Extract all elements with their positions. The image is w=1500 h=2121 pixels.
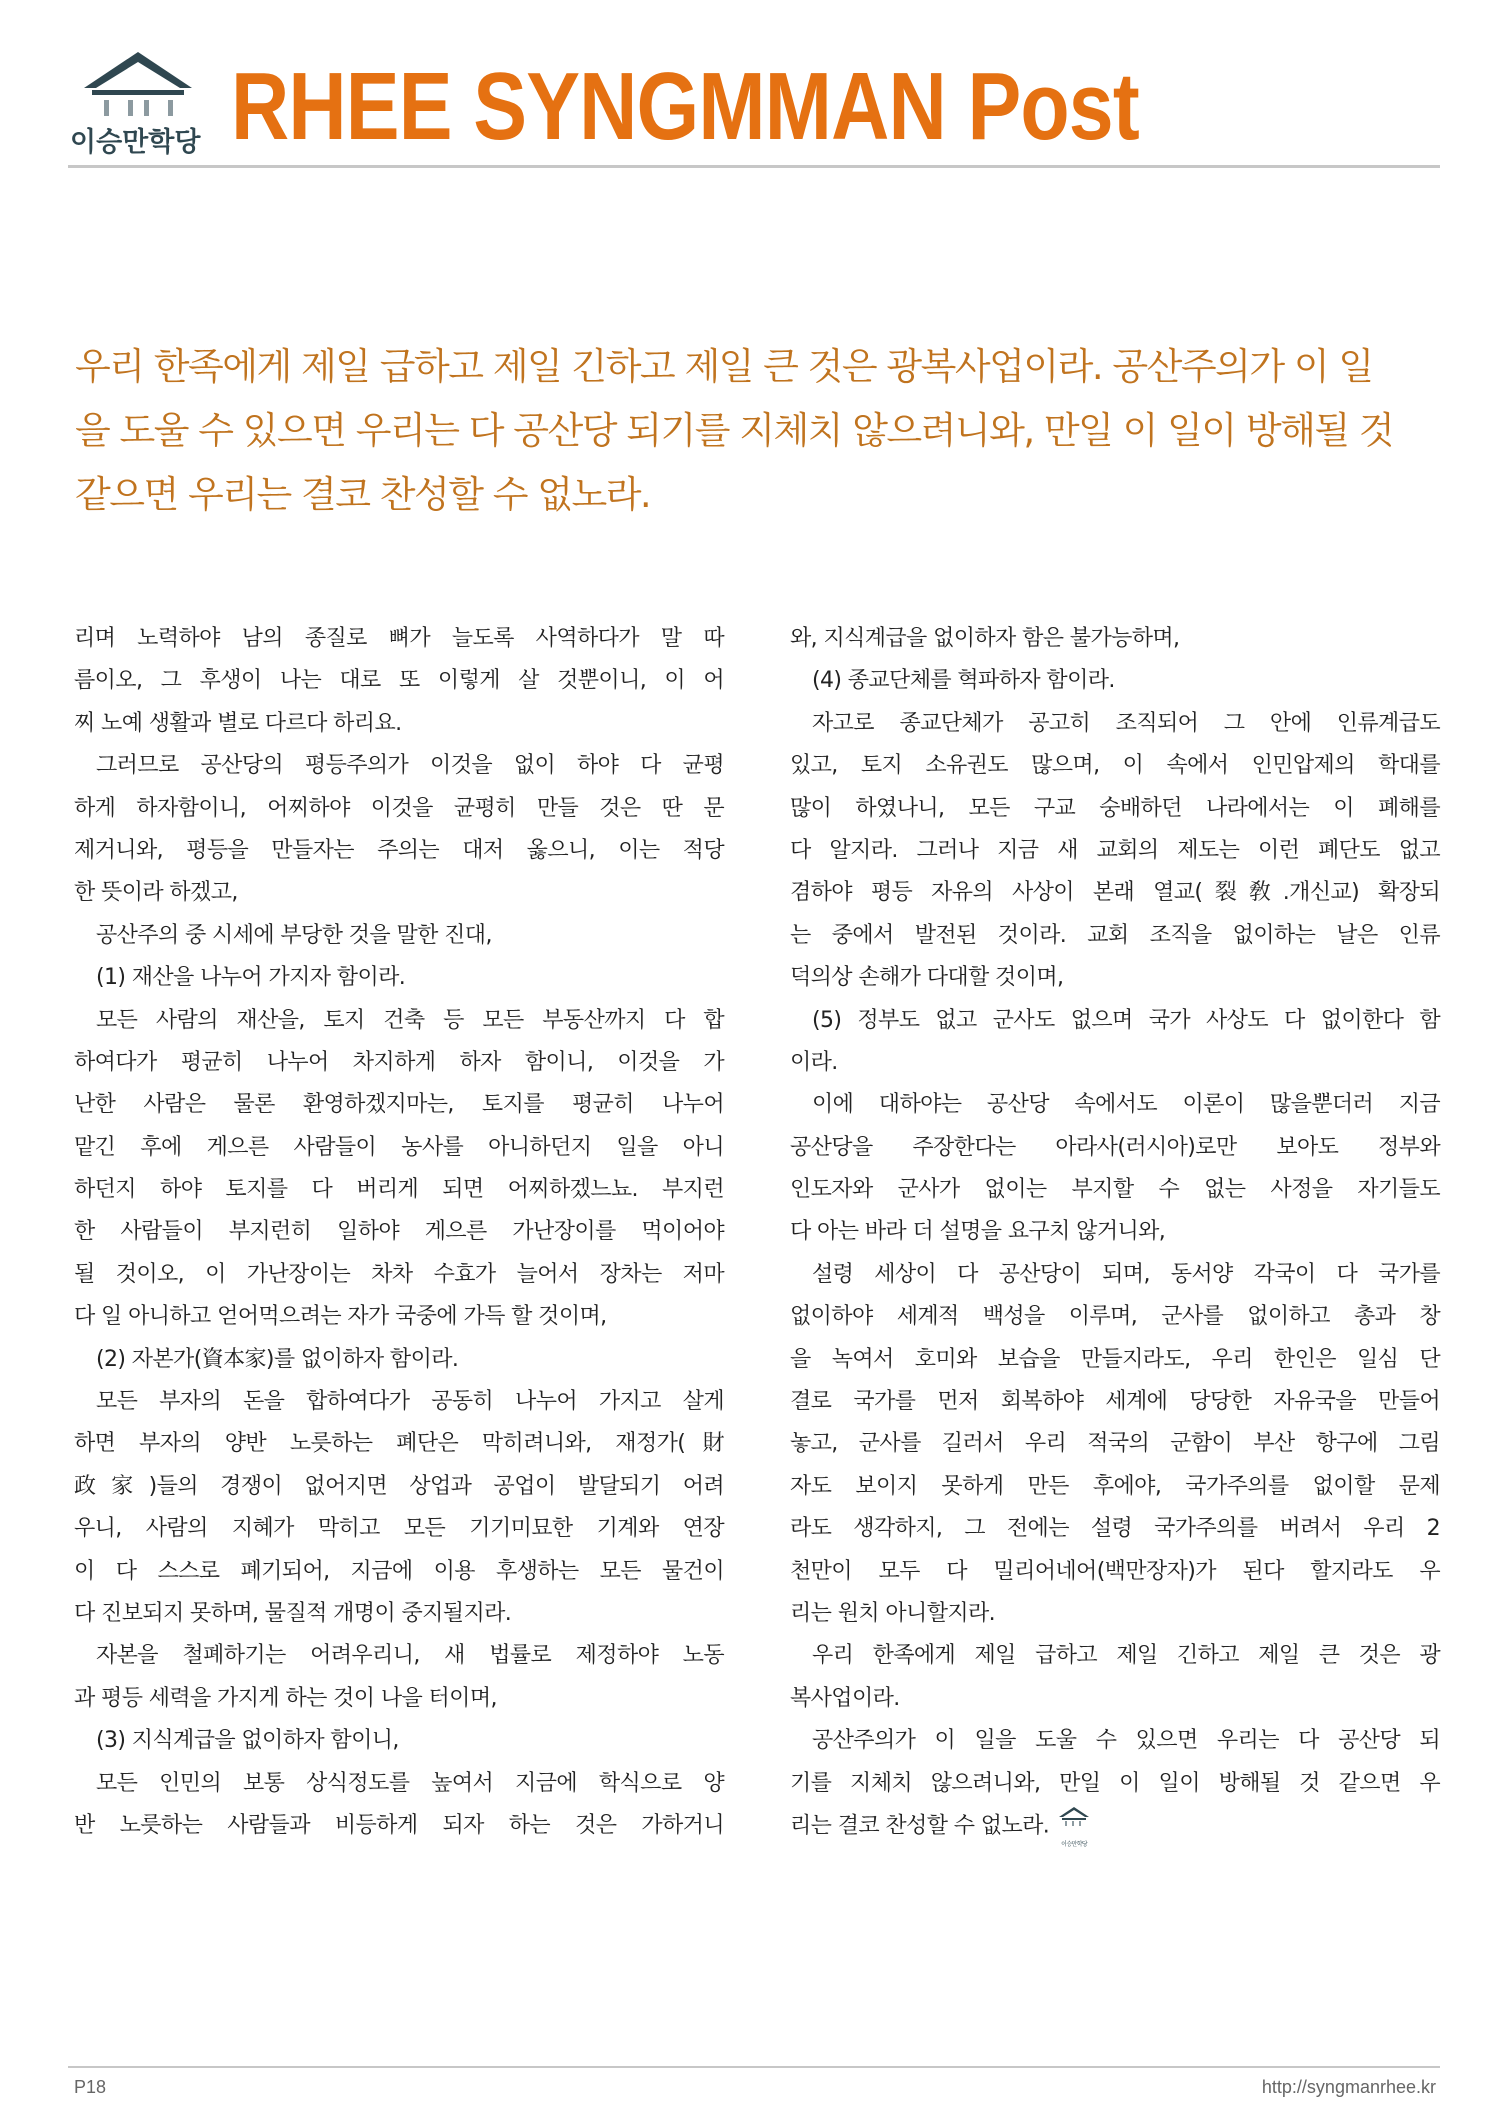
text-line <box>790 1084 1440 1126</box>
site-url[interactable]: http://syngmanrhee.kr <box>1261 2077 1436 2097</box>
text-line <box>790 1381 1440 1423</box>
text-line <box>74 1763 724 1805</box>
text-line-content: 제거니와, 평등을 만들자는 주의는 대저 옳으니, 이는 적당 <box>74 837 724 863</box>
text-line-content: 난한 사람은 물론 환영하겠지마는, 토지를 평균히 나누어 <box>74 1092 724 1118</box>
header-divider <box>68 165 1440 168</box>
text-line <box>74 1635 724 1677</box>
text-line <box>74 1381 724 1423</box>
footer-divider <box>68 2066 1440 2068</box>
text-line <box>790 1339 1440 1381</box>
end-mark-text: 이승만학당 <box>1061 1841 1088 1849</box>
text-line <box>74 915 724 957</box>
text-line-content: 결로 국가를 먼저 회복하야 세계에 당당한 자유국을 만들어 <box>790 1389 1440 1415</box>
text-line <box>790 618 1440 660</box>
text-line <box>74 1169 724 1211</box>
text-line-content: 을 녹여서 호미와 보습을 만들지라도, 우리 한인은 일심 단 <box>790 1346 1440 1372</box>
text-line-content: 찌 노예 생활과 별로 다르다 하리요. <box>74 710 402 736</box>
text-line-content: 한 뜻이라 하겠고, <box>74 880 238 906</box>
text-line-content: 政家)들의 경쟁이 없어지면 상업과 공업이 발달되기 어려 <box>74 1473 724 1499</box>
text-line-content: 공산당을 주장한다는 아라사(러시아)로만 보아도 정부와 <box>790 1134 1440 1160</box>
text-line-content: 설령 세상이 다 공산당이 되며, 동서양 각국이 다 국가를 <box>812 1261 1440 1287</box>
brand-title: RHEE SYNGMMAN Post <box>231 53 1139 160</box>
text-line-content: 하면 부자의 양반 노릇하는 폐단은 막히려니와, 재정가(財 <box>74 1431 724 1457</box>
text-line <box>790 1805 1440 1847</box>
text-line-content: 하던지 하야 토지를 다 버리게 되면 어찌하겠느뇨. 부지런 <box>74 1177 724 1203</box>
text-line <box>790 1211 1440 1253</box>
text-line <box>790 1593 1440 1635</box>
text-line <box>790 1042 1440 1084</box>
text-line-content: 공산주의가 이 일을 도울 수 있으면 우리는 다 공산당 되 <box>812 1728 1440 1754</box>
text-line <box>74 618 724 660</box>
text-line-content: (2) 자본가(資本家)를 없이하자 함이라. <box>96 1346 459 1372</box>
text-line <box>790 1296 1440 1338</box>
text-line-content: 그러므로 공산당의 평등주의가 이것을 없이 하야 다 균평 <box>96 753 724 779</box>
text-line-content: 모든 인민의 보통 상식정도를 높여서 지금에 학식으로 양 <box>96 1770 724 1796</box>
text-line <box>74 1508 724 1550</box>
text-line <box>790 1551 1440 1593</box>
text-line-content: 리는 원치 아니할지라. <box>790 1600 996 1626</box>
text-line <box>74 1720 724 1762</box>
text-line-content: 없이하야 세계적 백성을 이루며, 군사를 없이하고 총과 창 <box>790 1304 1440 1330</box>
text-line-content: 과 평등 세력을 가지게 하는 것이 나을 터이며, <box>74 1685 497 1711</box>
text-line-content: 덕의상 손해가 다대할 것이며, <box>790 965 1064 991</box>
text-line-content: 겸하야 평등 자유의 사상이 본래 열교(裂敎.개신교) 확장되 <box>790 880 1440 906</box>
text-line-content: 한 사람들이 부지런히 일하야 게으른 가난장이를 먹이어야 <box>74 1219 724 1245</box>
text-line-content: 다 진보되지 못하며, 물질적 개명이 중지될지라. <box>74 1600 512 1626</box>
text-line <box>74 1678 724 1720</box>
text-line-content: 모든 사람의 재산을, 토지 건축 등 모든 부동산까지 다 합 <box>96 1007 724 1033</box>
pull-quote <box>75 335 1450 527</box>
text-line <box>790 830 1440 872</box>
text-line-content: (4) 종교단체를 혁파하자 함이라. <box>812 668 1115 694</box>
text-line <box>790 1254 1440 1296</box>
text-line-content: 기를 지체치 않으려니와, 만일 이 일이 방해될 것 같으면 우 <box>790 1770 1440 1796</box>
text-line-content: 모든 부자의 돈을 합하여다가 공동히 나누어 가지고 살게 <box>96 1389 724 1415</box>
text-line-content: 맡긴 후에 게으른 사람들이 농사를 아니하던지 일을 아니 <box>74 1134 724 1160</box>
text-line-content: 이라. <box>790 1049 838 1075</box>
text-line-content: 복사업이라. <box>790 1685 900 1711</box>
page-number: P18 <box>74 2077 107 2097</box>
right-column <box>790 618 1440 1847</box>
text-line <box>74 830 724 872</box>
end-mark-icon <box>1057 1805 1091 1848</box>
text-line <box>74 957 724 999</box>
text-line-content: 놓고, 군사를 길러서 우리 적국의 군함이 부산 항구에 그림 <box>790 1431 1440 1457</box>
text-line <box>790 1169 1440 1211</box>
text-line-content: (1) 재산을 나누어 가지자 함이라. <box>96 965 406 991</box>
text-line-content: 인도자와 군사가 없이는 부지할 수 없는 사정을 자기들도 <box>790 1177 1440 1203</box>
text-line-content: 름이오, 그 후생이 나는 대로 또 이렇게 살 것뿐이니, 이 어 <box>74 668 724 694</box>
text-line-content: 우니, 사람의 지혜가 막히고 모든 기기미묘한 기계와 연장 <box>74 1516 724 1542</box>
text-line-content: 자도 보이지 못하게 만든 후에야, 국가주의를 없이할 문제 <box>790 1473 1440 1499</box>
text-line <box>74 1084 724 1126</box>
text-line-content: 는 중에서 발전된 것이라. 교회 조직을 없이하는 날은 인류 <box>790 922 1440 948</box>
text-line <box>74 660 724 702</box>
text-line-content: 될 것이오, 이 가난장이는 차차 수효가 늘어서 장차는 저마 <box>74 1261 724 1287</box>
text-line <box>790 1635 1440 1677</box>
left-column <box>74 618 724 1847</box>
text-line <box>790 1720 1440 1762</box>
text-line <box>74 1296 724 1338</box>
text-line-content: 다 아는 바라 더 설명을 요구치 않거니와, <box>790 1219 1166 1245</box>
text-line-content: 라도 생각하지, 그 전에는 설령 국가주의를 버려서 우리 2 <box>790 1516 1440 1542</box>
text-line <box>74 788 724 830</box>
pull-quote-line: 같으면 우리는 결코 찬성할 수 없노라. <box>75 473 651 516</box>
text-line <box>790 957 1440 999</box>
text-line-content: 천만이 모두 다 밀리어네어(백만장자)가 된다 할지라도 우 <box>790 1558 1440 1584</box>
text-line-content: 반 노릇하는 사람들과 비등하게 되자 하는 것은 가하거니 <box>74 1812 724 1838</box>
text-line <box>790 703 1440 745</box>
text-line-content: 와, 지식계급을 없이하자 함은 불가능하며, <box>790 626 1180 651</box>
text-line <box>790 1423 1440 1465</box>
text-line <box>790 1508 1440 1550</box>
text-line-content: 있고, 토지 소유권도 많으며, 이 속에서 인민압제의 학대를 <box>790 753 1440 779</box>
pull-quote-line: 우리 한족에게 제일 급하고 제일 긴하고 제일 큰 것은 광복사업이라. 공산주의가 이 일 <box>75 345 1373 388</box>
text-line <box>790 872 1440 914</box>
text-line <box>74 872 724 914</box>
logo <box>68 48 218 158</box>
text-line <box>74 1042 724 1084</box>
text-line-content: 자고로 종교단체가 공고히 조직되어 그 안에 인류계급도 <box>812 710 1440 736</box>
text-line-content: 하게 하자함이니, 어찌하야 이것을 균평히 만들 것은 딴 문 <box>74 795 724 821</box>
text-line <box>790 1466 1440 1508</box>
text-line <box>74 1211 724 1253</box>
text-line-content: 리며 노력하야 남의 종질로 뼈가 늘도록 사역하다가 말 따 <box>74 626 724 651</box>
text-line-content: (3) 지식계급을 없이하자 함이니, <box>96 1728 399 1754</box>
text-line <box>790 788 1440 830</box>
text-line-content: 많이 하였나니, 모든 구교 숭배하던 나라에서는 이 폐해를 <box>790 795 1440 821</box>
text-line <box>74 703 724 745</box>
masthead <box>68 48 1440 166</box>
text-line <box>74 1254 724 1296</box>
text-line-content: 이에 대하야는 공산당 속에서도 이론이 많을뿐더러 지금 <box>812 1092 1440 1118</box>
text-line-content: 다 알지라. 그러나 지금 새 교회의 제도는 이런 폐단도 없고 <box>790 837 1440 863</box>
text-line <box>74 1423 724 1465</box>
text-line <box>790 915 1440 957</box>
text-line-content: 우리 한족에게 제일 급하고 제일 긴하고 제일 큰 것은 광 <box>812 1643 1440 1669</box>
text-line-content: 다 일 아니하고 얻어먹으려는 자가 국중에 가득 할 것이며, <box>74 1304 607 1330</box>
text-line <box>74 745 724 787</box>
text-line <box>790 660 1440 702</box>
text-line-content: 하여다가 평균히 나누어 차지하게 하자 함이니, 이것을 가 <box>74 1049 724 1075</box>
logo-text: 이승만학당 <box>70 127 201 158</box>
text-line <box>74 1466 724 1508</box>
text-line-content: 리는 결코 찬성할 수 없노라. <box>790 1813 1050 1839</box>
text-line <box>74 1551 724 1593</box>
text-line <box>74 1339 724 1381</box>
text-line-content: 공산주의 중 시세에 부당한 것을 말한 진대, <box>96 922 492 948</box>
text-line-content: 이 다 스스로 폐기되어, 지금에 이용 후생하는 모든 물건이 <box>74 1558 724 1584</box>
text-line <box>74 1805 724 1847</box>
text-line <box>74 1593 724 1635</box>
text-line <box>74 1127 724 1169</box>
text-line-content: (5) 정부도 없고 군사도 없으며 국가 사상도 다 없이한다 함 <box>812 1007 1440 1033</box>
pull-quote-line: 을 도울 수 있으면 우리는 다 공산당 되기를 지체치 않으려니와, 만일 이 일이 방해될 것 <box>75 409 1394 452</box>
text-line <box>790 1763 1440 1805</box>
text-line <box>790 1127 1440 1169</box>
text-line <box>790 1678 1440 1720</box>
text-line-content: 자본을 철폐하기는 어려우리니, 새 법률로 제정하야 노동 <box>96 1643 724 1669</box>
house-logo-icon <box>82 50 194 120</box>
text-line <box>790 1000 1440 1042</box>
text-line <box>790 745 1440 787</box>
text-line <box>74 1000 724 1042</box>
